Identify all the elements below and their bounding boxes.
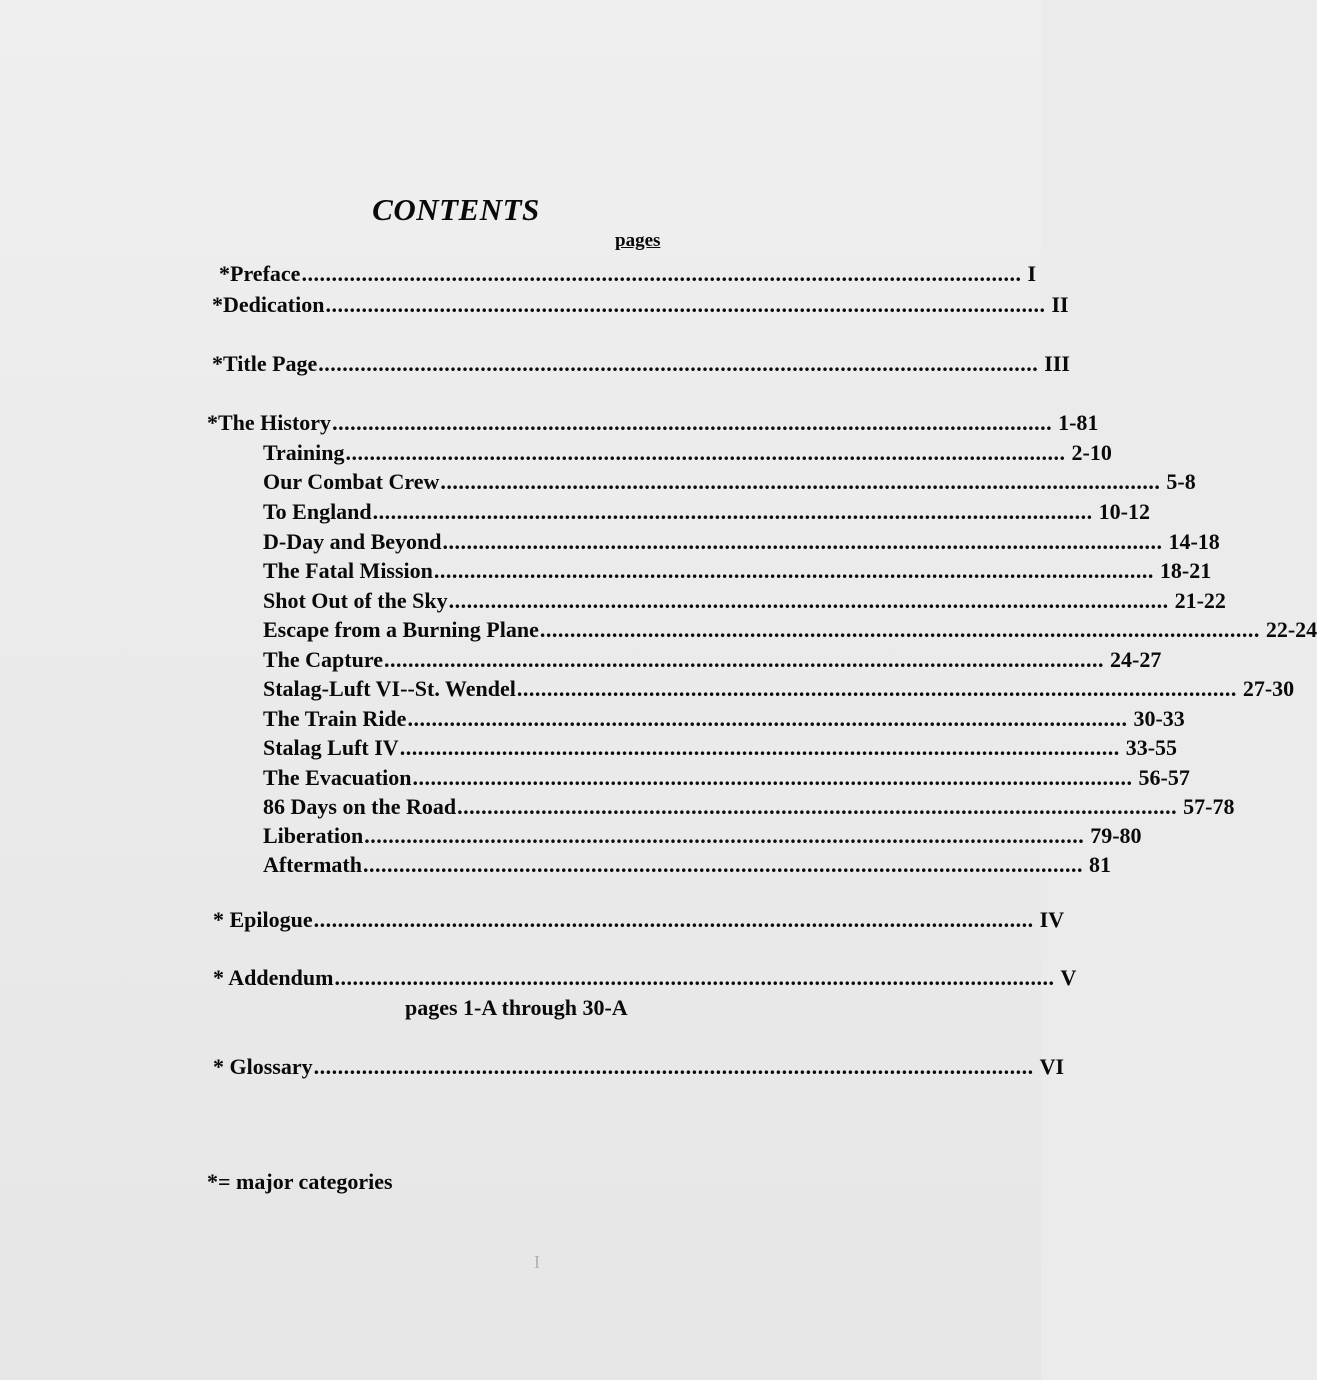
toc-entry-addendum	[213, 963, 1077, 993]
leader-dots: ........................................................................................................................	[313, 1054, 1034, 1079]
toc-entry-the-history	[207, 408, 1099, 438]
toc-entry-page: 57-78	[1183, 794, 1235, 819]
toc-entry-label: Stalag Luft IV	[263, 735, 399, 760]
toc-entry-label: The Evacuation	[263, 765, 412, 790]
toc-entry-label: *Dedication	[212, 292, 325, 317]
toc-entry-page: II	[1051, 292, 1069, 317]
toc-entry-label: Aftermath	[263, 852, 362, 877]
leader-dots: ........................................................................................................................	[372, 499, 1093, 524]
toc-entry-label: Shot Out of the Sky	[263, 588, 448, 613]
toc-entry-label: Our Combat Crew	[263, 469, 440, 494]
toc-entry-label: Training	[263, 440, 345, 465]
toc-entry-page: 22-24	[1265, 617, 1317, 642]
leader-dots: ........................................................................................................................	[412, 765, 1133, 790]
leader-dots: ........................................................................................................................	[318, 351, 1039, 376]
toc-entry-page: IV	[1039, 907, 1065, 932]
major-categories-legend: *= major categories	[207, 1169, 393, 1194]
toc-entry-page: 33-55	[1125, 735, 1178, 760]
contents-title: CONTENTS	[372, 192, 540, 227]
leader-dots: ........................................................................................................................	[334, 965, 1055, 990]
toc-entry-page: V	[1060, 965, 1077, 990]
toc-entry-page: 2-10	[1071, 440, 1112, 465]
leader-dots: ........................................................................................................................	[516, 676, 1237, 701]
toc-entry-label: The Fatal Mission	[263, 558, 433, 583]
toc-entry-page: 21-22	[1174, 588, 1226, 613]
toc-entry-to-england	[263, 497, 1150, 527]
toc-entry-aftermath	[263, 850, 1111, 880]
toc-entry-escape-from-a-burning-plane	[263, 615, 1317, 645]
leader-dots: ........................................................................................................................	[325, 292, 1046, 317]
toc-entry-page: VI	[1039, 1054, 1065, 1079]
toc-entry-page: 1-81	[1058, 410, 1099, 435]
toc-entry-training	[263, 438, 1112, 468]
addendum-pages-note: pages 1-A through 30-A	[405, 995, 628, 1020]
leader-dots: ........................................................................................................................	[332, 410, 1053, 435]
toc-entry-d-day-and-beyond	[263, 527, 1220, 557]
toc-entry-glossary	[213, 1052, 1065, 1082]
toc-entry-page: 24-27	[1110, 647, 1162, 672]
page-folio: I	[534, 1252, 540, 1272]
toc-entry-label: Liberation	[263, 823, 364, 848]
toc-entry-page: 30-33	[1133, 706, 1185, 731]
leader-dots: ........................................................................................................................	[384, 647, 1104, 672]
toc-entry-page: 5-8	[1166, 469, 1196, 494]
toc-entry-dedication	[212, 290, 1069, 320]
leader-dots: ........................................................................................................................	[448, 588, 1169, 613]
toc-entry-label: D-Day and Beyond	[263, 529, 442, 554]
toc-entry-label: *Preface	[219, 261, 301, 286]
leader-dots: ........................................................................................................................	[442, 529, 1163, 554]
leader-dots: ........................................................................................................................	[301, 261, 1022, 286]
toc-entry-the-evacuation	[263, 763, 1190, 793]
leader-dots: ........................................................................................................................	[399, 735, 1120, 760]
toc-entry-label: * Addendum	[213, 965, 334, 990]
leader-dots: ........................................................................................................................	[313, 907, 1034, 932]
toc-entry-preface	[219, 259, 1036, 289]
toc-entry-label: The Train Ride	[263, 706, 407, 731]
leader-dots: ........................................................................................................................	[539, 617, 1260, 642]
toc-entry-label: Escape from a Burning Plane	[263, 617, 539, 642]
toc-entry-page: 79-80	[1090, 823, 1142, 848]
toc-entry-shot-out-of-the-sky	[263, 586, 1226, 616]
toc-entry-page: 14-18	[1168, 529, 1220, 554]
toc-entry-epilogue	[213, 905, 1065, 935]
toc-entry-page: I	[1027, 261, 1036, 286]
leader-dots: ........................................................................................................................	[433, 558, 1154, 583]
toc-entry-label: *Title Page	[212, 351, 318, 376]
toc-entry-label: The Capture	[263, 647, 383, 672]
toc-entry-title-page	[212, 349, 1070, 379]
toc-entry-the-capture	[263, 645, 1162, 675]
toc-entry-page: III	[1044, 351, 1070, 376]
toc-entry-page: 10-12	[1098, 499, 1150, 524]
toc-entry-label: Stalag-Luft VI--St. Wendel	[263, 676, 516, 701]
leader-dots: ........................................................................................................................	[364, 823, 1085, 848]
toc-entry-the-fatal-mission	[263, 556, 1212, 586]
toc-entry-label: * Epilogue	[213, 907, 313, 932]
toc-entry-label: *The History	[207, 410, 332, 435]
toc-entry-page: 81	[1088, 852, 1111, 877]
toc-entry-our-combat-crew	[263, 467, 1196, 497]
toc-entry-liberation	[263, 821, 1142, 851]
toc-entry-stalag-luft-iv	[263, 733, 1178, 763]
pages-column-header: pages	[615, 230, 661, 251]
toc-entry-stalag-luft-vi	[263, 674, 1295, 704]
toc-entry-the-train-ride	[263, 704, 1185, 734]
toc-entry-label: To England	[263, 499, 372, 524]
toc-entry-page: 27-30	[1242, 676, 1295, 701]
toc-entry-label: 86 Days on the Road	[263, 794, 457, 819]
toc-entry-label: * Glossary	[213, 1054, 313, 1079]
toc-entry-page: 56-57	[1138, 765, 1190, 790]
toc-entry-page: 18-21	[1159, 558, 1212, 583]
leader-dots: ........................................................................................................................	[362, 852, 1083, 877]
leader-dots: ........................................................................................................................	[407, 706, 1128, 731]
toc-entry-86-days-on-the-road	[263, 792, 1235, 822]
leader-dots: ........................................................................................................................	[440, 469, 1161, 494]
leader-dots: ........................................................................................................................	[345, 440, 1066, 465]
leader-dots: ........................................................................................................................	[457, 794, 1178, 819]
